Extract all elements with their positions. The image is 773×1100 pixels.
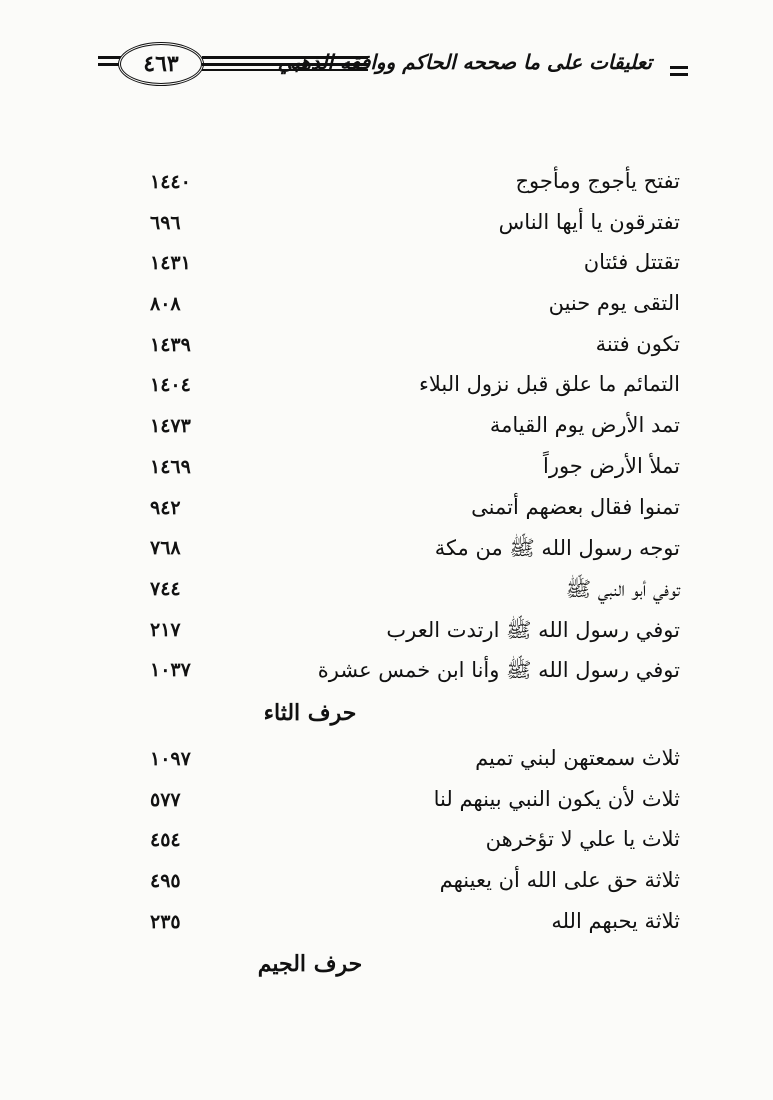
header-dash-top xyxy=(670,66,688,69)
index-entry xyxy=(150,783,680,824)
index-entry xyxy=(150,531,680,572)
entry-number: ٧٦٨ xyxy=(150,537,181,560)
entry-number: ٩٤٢ xyxy=(150,496,181,519)
entry-number: ١٤٣٩ xyxy=(150,333,191,356)
index-entry xyxy=(150,491,680,532)
index-entry xyxy=(150,246,680,287)
entry-title: ثلاث سمعتهن لبني تميم xyxy=(475,745,680,770)
entry-title: ثلاثة يحبهم الله xyxy=(551,908,680,933)
entry-number: ١٤٦٩ xyxy=(150,455,191,478)
index-entry xyxy=(150,742,680,783)
index-entry xyxy=(150,287,680,328)
index-entry xyxy=(150,206,680,247)
index-entry xyxy=(150,328,680,369)
entry-number: ٢١٧ xyxy=(150,618,181,641)
entry-number: ١٠٩٧ xyxy=(150,747,191,770)
section-heading-tha: حرف الثاء xyxy=(263,699,357,726)
index-entry xyxy=(150,864,680,905)
entry-title: تفترقون يا أيها الناس xyxy=(498,209,680,234)
header-dash-bottom xyxy=(670,73,688,76)
header-title: تعليقات على ما صححه الحاكم ووافقه الذهبي xyxy=(277,50,652,74)
entry-number: ٢٣٥ xyxy=(150,910,181,933)
entry-title: توفي أبو النبي ﷺ xyxy=(565,576,680,601)
entry-title: تملأ الأرض جوراً xyxy=(542,453,680,478)
entry-title: تمنوا فقال بعضهم أتمنى xyxy=(471,494,680,519)
entry-number: ٤٥٤ xyxy=(150,829,181,852)
entry-title: تكون فتنة xyxy=(595,331,680,356)
entry-title: تقتتل فئتان xyxy=(583,250,680,275)
entry-number: ٨٠٨ xyxy=(150,293,181,316)
entry-title: ثلاث يا علي لا تؤخرهن xyxy=(485,827,680,852)
entry-number: ٧٤٤ xyxy=(150,577,181,600)
section-heading-jim: حرف الجيم xyxy=(257,951,363,978)
entry-title: توفي رسول الله ﷺ ارتدت العرب xyxy=(386,617,680,642)
entry-title: ثلاثة حق على الله أن يعينهم xyxy=(439,868,680,892)
entry-title: توجه رسول الله ﷺ من مكة xyxy=(434,536,680,561)
index-entry xyxy=(150,613,680,654)
entry-number: ٥٧٧ xyxy=(150,788,181,811)
page-header xyxy=(98,38,688,86)
entry-title: التمائم ما علق قبل نزول البلاء xyxy=(418,372,680,397)
entry-number: ٦٩٦ xyxy=(150,211,181,234)
index-entry xyxy=(150,368,680,409)
entry-number: ١٤٣١ xyxy=(150,252,191,275)
page-number-badge xyxy=(118,42,204,86)
index-entry xyxy=(150,450,680,491)
index-entry xyxy=(150,905,680,946)
entry-number: ١٤٤٠ xyxy=(150,171,191,193)
entry-number: ١٠٣٧ xyxy=(150,659,191,682)
page-number: ٤٦٣ xyxy=(143,51,179,77)
entry-number: ٤٩٥ xyxy=(150,870,181,892)
index-entry xyxy=(150,653,680,694)
entry-title: تفتح يأجوج ومأجوج xyxy=(515,169,680,193)
index-entry xyxy=(150,165,680,206)
entry-number: ١٤٠٤ xyxy=(150,374,191,397)
index-entry xyxy=(150,409,680,450)
index-entry xyxy=(150,572,680,613)
index-list xyxy=(150,165,680,993)
entry-title: التقى يوم حنين xyxy=(548,291,680,316)
entry-number: ١٤٧٣ xyxy=(150,415,191,438)
entry-title: ثلاث لأن يكون النبي بينهم لنا xyxy=(433,786,680,811)
index-entry xyxy=(150,823,680,864)
entry-title: تمد الأرض يوم القيامة xyxy=(489,413,680,438)
entry-title: توفي رسول الله ﷺ وأنا ابن خمس عشرة xyxy=(317,658,680,683)
